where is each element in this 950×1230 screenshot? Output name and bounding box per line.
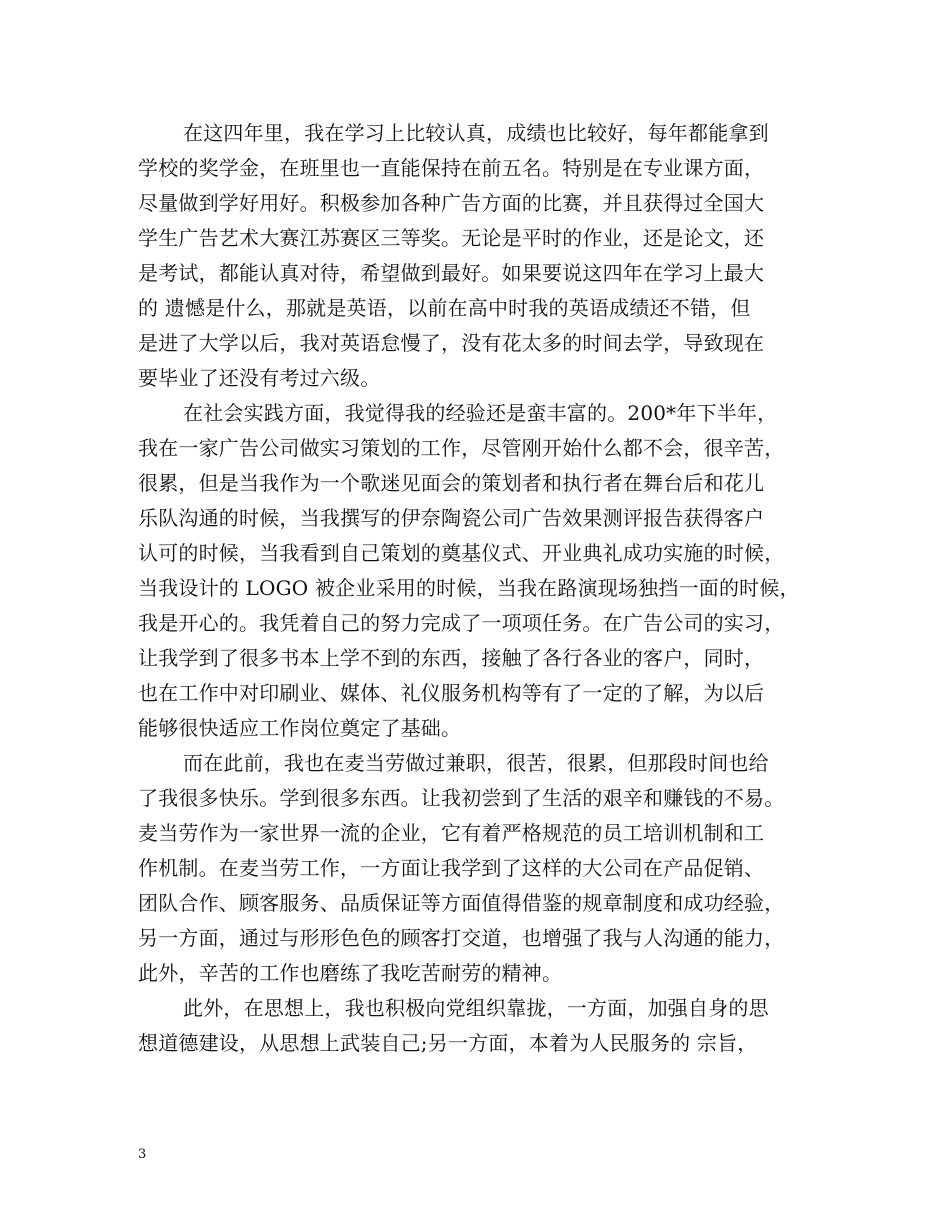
text-line: 很累，但是当我作为一个歌迷见面会的策划者和执行者在舞台后和花儿	[138, 471, 765, 495]
page-number: 3	[138, 1147, 147, 1162]
text-line: 另一方面，通过与形形色色的顾客打交道，也增强了我与人沟通的能力，	[138, 926, 785, 950]
text-line: 而在此前，我也在麦当劳做过兼职，很苦，很累，但那段时间也给	[183, 751, 769, 775]
text-line: 此外，在思想上，我也积极向党组织靠拢，一方面，加强自身的思	[183, 996, 769, 1020]
text-line: 作机制。在麦当劳工作，一方面让我学到了这样的大公司在产品促销、	[138, 856, 765, 880]
text-line: 能够很快适应工作岗位奠定了基础。	[138, 716, 462, 740]
text-line: 此外，辛苦的工作也磨练了我吃苦耐劳的精神。	[138, 961, 563, 985]
text-line: 我是开心的。我凭着自己的努力完成了一项项任务。在广告公司的实习，	[138, 611, 785, 635]
text-line: 了我很多快乐。学到很多东西。让我初尝到了生活的艰辛和赚钱的不易。	[138, 786, 785, 810]
text-line: 我在一家广告公司做实习策划的工作，尽管刚开始什么都不会，很辛苦，	[138, 436, 785, 460]
text-line: 认可的时候，当我看到自己策划的奠基仪式、开业典礼成功实施的时候，	[138, 541, 785, 565]
text-line: 的 遗憾是什么，那就是英语，以前在高中时我的英语成绩还不错，但	[138, 296, 751, 320]
text-line: 是进了大学以后，我对英语怠慢了，没有花太多的时间去学，导致现在	[138, 331, 765, 355]
text-line: 当我设计的 LOGO 被企业采用的时候，当我在路演现场独挡一面的时候，	[138, 576, 800, 600]
text-line: 要毕业了还没有考过六级。	[138, 366, 381, 390]
text-line: 学校的奖学金，在班里也一直能保持在前五名。特别是在专业课方面，	[138, 156, 765, 180]
text-line: 学生广告艺术大赛江苏赛区三等奖。无论是平时的作业，还是论文，还	[138, 226, 765, 250]
text-line: 乐队沟通的时候，当我撰写的伊奈陶瓷公司广告效果测评报告获得客户	[138, 506, 765, 530]
text-line: 在社会实践方面，我觉得我的经验还是蛮丰富的。200*年下半年，	[183, 401, 778, 425]
text-line: 尽量做到学好用好。积极参加各种广告方面的比赛，并且获得过全国大	[138, 191, 765, 215]
text-line: 团队合作、顾客服务、品质保证等方面值得借鉴的规章制度和成功经验，	[138, 891, 785, 915]
document-body	[138, 116, 828, 1061]
text-line: 想道德建设，从思想上武装自己;另一方面，本着为人民服务的 宗旨，	[138, 1031, 758, 1055]
text-line: 让我学到了很多书本上学不到的东西，接触了各行各业的客户，同时，	[138, 646, 765, 670]
text-line: 在这四年里，我在学习上比较认真，成绩也比较好，每年都能拿到	[183, 121, 769, 145]
text-line: 也在工作中对印刷业、媒体、礼仪服务机构等有了一定的了解，为以后	[138, 681, 765, 705]
text-line: 是考试，都能认真对待，希望做到最好。如果要说这四年在学习上最大	[138, 261, 765, 285]
text-line: 麦当劳作为一家世界一流的企业，它有着严格规范的员工培训机制和工	[138, 821, 765, 845]
